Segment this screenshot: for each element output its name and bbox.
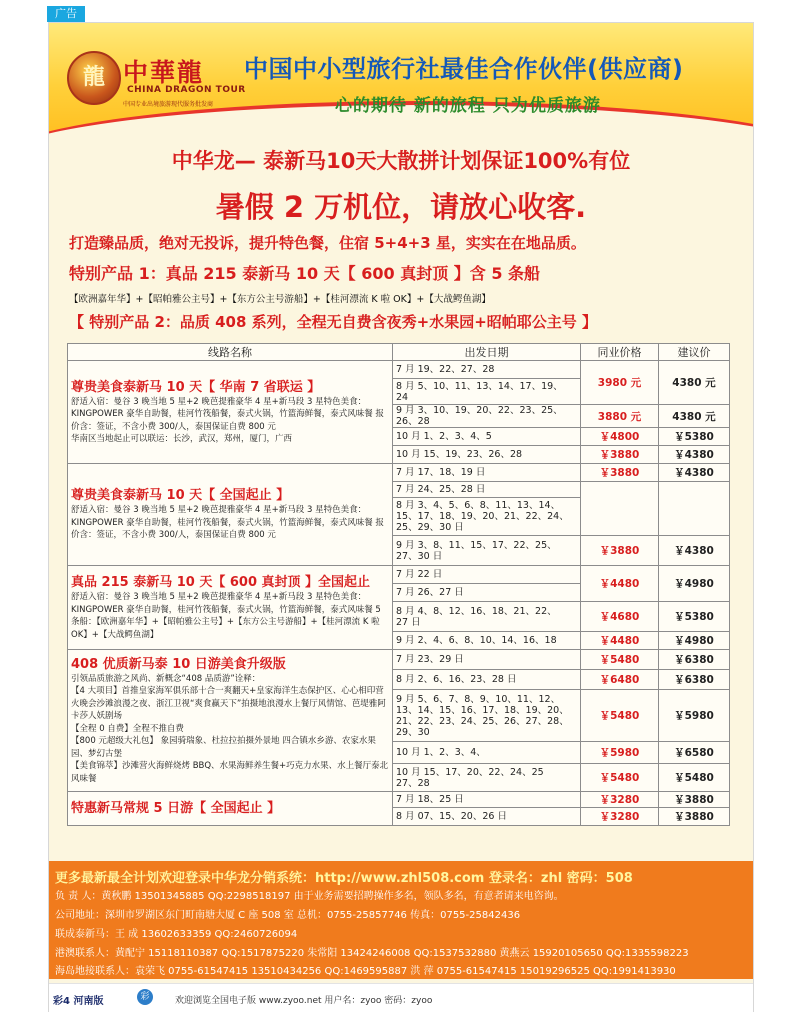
suggested-price: ￥5480 [659,764,730,792]
departure-date: 9 月 3、8、11、15、17、22、25、 27、30 日 [393,536,581,566]
peer-price: ￥4800 [581,428,659,446]
contact-line: 负 责 人：黄秋鹏 13501345885 QQ:2298518197 由于业务需要招聘操作多名，领队多名，有意者请来电咨询。 [55,891,564,902]
suggested-price: ￥6380 [659,650,730,670]
peer-price: ￥3880 [581,536,659,566]
peer-price: ￥5480 [581,650,659,670]
departure-date: 10 月 1、2、3、4、5 [393,428,581,446]
suggested-price: ￥4380 [659,446,730,464]
header-peer-price: 同业价格 [581,344,659,361]
peer-price: ￥3280 [581,808,659,826]
table-row [68,792,730,808]
suggested-price: ￥6380 [659,670,730,690]
departure-date: 9 月 5、6、7、8、9、10、11、12、 13、14、15、16、17、18、19、20、 21、22、23、24、25、26、27、28、 29、30 [393,690,581,742]
route-cell [68,650,393,792]
route-cell [68,464,393,566]
suggested-price: ￥3880 [659,792,730,808]
peer-price: ￥3880 [581,464,659,482]
departure-date: 10 月 15、19、23、26、28 [393,446,581,464]
contact-line: 公司地址：深圳市罗湖区东门町南塘大厦 C 座 508 室 总机：0755-25857746 传真：0755-25842436 [55,910,521,921]
peer-price: ￥4480 [581,632,659,650]
peer-price: ￥4480 [581,566,659,602]
departure-date: 7 月 19、22、27、28 [393,361,581,379]
departure-date: 8 月 07、15、20、26 日 [393,808,581,826]
route-cell [68,792,393,826]
suggested-price [659,482,730,536]
departure-date: 7 月 23、29 日 [393,650,581,670]
header-banner [49,23,753,137]
site-info: 欢迎浏览全国电子版 www.zyoo.net 用户名：zyoo 密码：zyoo [175,996,433,1006]
table-header-row [68,344,730,361]
departure-date: 7 月 17、18、19 日 [393,464,581,482]
logo-name: 中華龍 [123,58,205,87]
departure-date: 10 月 15、17、20、22、24、25 27、28 [393,764,581,792]
route-table [67,343,730,826]
peer-price: 3880 元 [581,405,659,428]
header-route: 线路名称 [68,344,393,361]
departure-date: 10 月 1、2、3、4、 [393,742,581,764]
suggested-price: ￥5980 [659,690,730,742]
departure-date: 7 月 24、25、28 日 [393,482,581,498]
peer-price: ￥5980 [581,742,659,764]
special-product-2: 【 特别产品 2：品质 408 系列，全程无自费含夜秀+水果园+昭帕耶公主号 】 [69,313,597,331]
departure-date: 7 月 22 日 [393,566,581,584]
route-description: 舒适入宿：曼谷 3 晚当地 5 星+2 晚芭提雅豪华 4 星+新马段 3 星特色美食： KINGPOWER 豪华自助餐，桂河竹筏船餐，泰式火锅，竹篮海鲜餐，泰式风味餐 5 条船：【欧洲嘉年华】+【昭帕雅公主号】+【东方公主号游船】+【桂河漂流 K 啦 OK】+【大战鳄鱼湖】 [71,592,381,640]
peer-price: ￥5480 [581,690,659,742]
headline: 中国中小型旅行社最佳合作伙伴(供应商) [244,55,684,83]
departure-date: 8 月 2、6、16、23、28 日 [393,670,581,690]
route-description: 舒适入宿：曼谷 3 晚当地 5 星+2 晚芭提雅豪华 4 星+新马段 3 星特色美食：KINGPOWER 豪华自助餐，桂河竹筏船餐，泰式火锅，竹篮海鲜餐，泰式风味餐 报价含：签证，不含小费 300/人，泰国保证自费 800 元 [71,505,384,541]
departure-date: 8 月 3、4、5、6、8、11、13、14、 15、17、18、19、20、21、22、24、 25、29、30 日 [393,498,581,536]
departure-date: 7 月 26、27 日 [393,584,581,602]
departure-date: 8 月 5、10、11、13、14、17、19、 24 [393,379,581,405]
contact-line: 港澳联系人：黄配宁 15118110387 QQ:1517875220 朱常阳 13424246008 QQ:1537532880 黄燕云 15920105650 QQ:1335598223 [55,948,689,959]
suggested-price: ￥4980 [659,632,730,650]
departure-date: 9 月 3、10、19、20、22、23、25、26、28 [393,405,581,428]
suggested-price: 4380 元 [659,405,730,428]
peer-price: ￥3280 [581,792,659,808]
suggested-price: ￥3880 [659,808,730,826]
peer-price: ￥3880 [581,446,659,464]
page-label: 彩4 河南版 [53,996,104,1007]
route-title: 尊贵美食泰新马 10 天【 华南 7 省联运 】 [71,379,321,395]
peer-price [581,482,659,536]
advert-frame [48,22,754,1012]
suggested-price: ￥5380 [659,602,730,632]
logo-english: CHINA DRAGON TOUR [127,85,246,95]
suggested-price: ￥5380 [659,428,730,446]
peer-price: ￥6480 [581,670,659,690]
special-product-1: 特别产品 1：真品 215 泰新马 10 天【 600 真封顶 】含 5 条船 [69,264,541,283]
peer-price: ￥5480 [581,764,659,792]
special-product-1-boats: 【欧洲嘉年华】+【昭帕雅公主号】+【东方公主号游船】+【桂河漂流 K 啦 OK】+【大战鳄鱼湖】 [69,294,491,305]
dragon-logo-icon: 龍 [67,51,121,105]
promo-title: 中华龙— 泰新马10天大散拼计划保证100%有位 [171,149,631,173]
contact-box [49,861,753,979]
edition-icon: 彩 [137,989,153,1005]
header-date: 出发日期 [393,344,581,361]
logo-subtitle: 中国专业出境旅游现代服务批发商 [123,101,214,108]
route-cell [68,566,393,650]
route-cell [68,361,393,464]
route-title: 408 优质新马泰 10 日游美食升级版 [71,656,286,672]
route-title: 真品 215 泰新马 10 天【 600 真封顶 】全国起止 [71,575,371,590]
route-title: 尊贵美食泰新马 10 天【 全国起止 】 [71,488,290,504]
table-row [68,361,730,379]
peer-price: ￥4680 [581,602,659,632]
promo-quality: 打造臻品质，绝对无投诉，提升特色餐，住宿 5+4+3 星，实实在在地品质。 [69,234,586,252]
table-row [68,464,730,482]
departure-date: 9 月 2、4、6、8、10、14、16、18 [393,632,581,650]
promo-highlight: 暑假 2 万机位，请放心收客. [215,190,587,224]
route-description: 舒适入宿：曼谷 3 晚当地 5 星+2 晚芭提雅豪华 4 星+新马段 3 星特色美食：KINGPOWER 豪华自助餐，桂河竹筏船餐，泰式火锅，竹篮海鲜餐，泰式风味餐 报价含：签证，不含小费 300/人，泰国保证自费 800 元 华南区当地起止可以联运：长沙，武汉，郑州，厦门，广西 [71,396,384,444]
table-row [68,566,730,584]
route-title: 特惠新马常规 5 日游【 全国起止 】 [71,801,281,816]
slogan: 心的期待 新的旅程 只为优质旅游 [335,96,601,116]
peer-price: 3980 元 [581,361,659,405]
website-line: 更多最新最全计划欢迎登录中华龙分销系统：http://www.zhl508.com 登录名：zhl 密码：508 [55,871,633,886]
route-description: 引领品质旅游之风尚、新概念“408 品质游”诠释： 【4 大项目】首推皇家海军俱乐部十合一爽翻天+皇家海洋生态保护区、心心相印营火晚会沙滩浪漫之夜、浙江卫视“爽食赢天下”拍摄地浪漫水上餐厅风情馆、芭堤雅阿卡莎人妖剧场 【全程 0 自费】全程不推自费 【800 元超级大礼包】 象园骑瑞象、杜拉拉拍摄外景地 四合镇水乡游、农家水果园、梦幻古堡 【美食锦萃】沙滩营火海鲜烧烤 BBQ、水果海鲜养生餐+巧克力水果、水上餐厅泰北风味餐 [71,673,389,784]
bottom-bar [49,983,753,1012]
table-row [68,650,730,670]
contact-line: 海岛地接联系人：袁荣飞 0755-61547415 13510434256 QQ:1469595887 洪 萍 0755-61547415 15019296525 QQ:1991413930 [55,966,676,977]
ad-tag: 广告 [47,6,85,22]
route-table-body [68,361,730,826]
suggested-price: ￥4380 [659,536,730,566]
suggested-price: 4380 元 [659,361,730,405]
contact-line: 联成泰新马：王 成 13602633359 QQ:2460726094 [55,929,298,940]
header-suggested-price: 建议价 [659,344,730,361]
suggested-price: ￥4980 [659,566,730,602]
suggested-price: ￥6580 [659,742,730,764]
departure-date: 8 月 4、8、12、16、18、21、22、 27 日 [393,602,581,632]
suggested-price: ￥4380 [659,464,730,482]
departure-date: 7 月 18、25 日 [393,792,581,808]
